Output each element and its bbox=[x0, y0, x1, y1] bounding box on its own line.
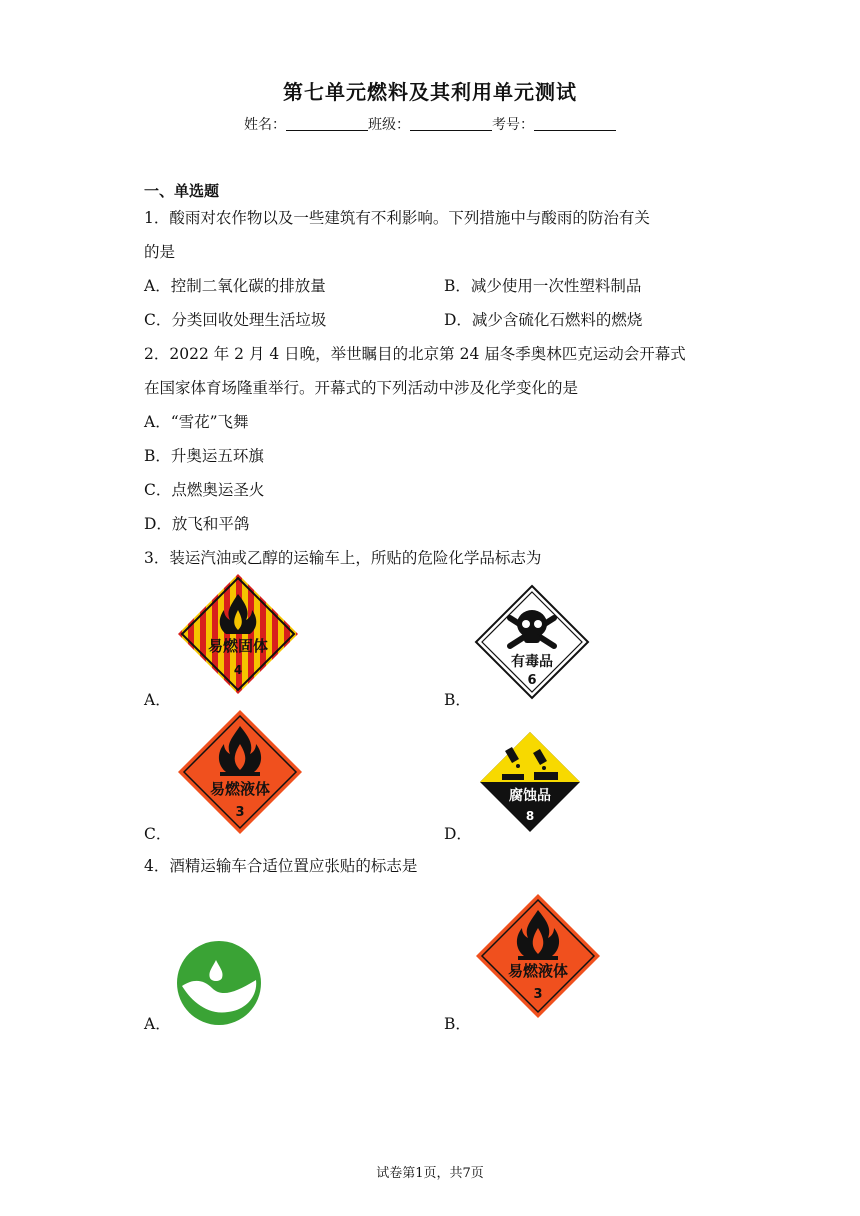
q2-stem-line2: 在国家体育场隆重举行。开幕式的下列活动中涉及化学变化的是 bbox=[144, 379, 579, 397]
q3-option-b: B． bbox=[444, 691, 471, 709]
sign-c-number: 3 bbox=[235, 805, 245, 820]
water-saving-logo bbox=[176, 940, 262, 1026]
q4-stem: 4．酒精运输车合适位置应张贴的标志是 bbox=[144, 857, 418, 875]
q1-option-d: D．减少含硫化石燃料的燃烧 bbox=[444, 311, 643, 329]
q2-option-d: D．放飞和平鸽 bbox=[144, 515, 250, 533]
class-label: 班级： bbox=[368, 117, 410, 133]
sign-c-label: 易燃液体 bbox=[209, 780, 271, 798]
q3-stem: 3．装运汽油或乙醇的运输车上，所贴的危险化学品标志为 bbox=[144, 549, 542, 567]
name-blank bbox=[286, 116, 368, 131]
q1-stem-line1: 1．酸雨对农作物以及一些建筑有不利影响。下列措施中与酸雨的防治有关 bbox=[144, 209, 650, 227]
q4-flammable-liquid-sign bbox=[474, 892, 602, 1020]
sign-d-number: 8 bbox=[525, 809, 535, 823]
sign-b-label: 有毒品 bbox=[511, 654, 553, 670]
q1-stem-line2: 的是 bbox=[144, 243, 176, 261]
q4-sign-b-number: 3 bbox=[533, 987, 543, 1002]
q3-option-c: C． bbox=[144, 825, 172, 843]
exam-blank bbox=[534, 116, 616, 131]
q4-sign-b-label: 易燃液体 bbox=[507, 962, 569, 980]
class-blank bbox=[410, 116, 492, 131]
exam-label: 考号： bbox=[492, 117, 534, 133]
toxic-sign bbox=[472, 584, 592, 700]
q4-option-b: B． bbox=[444, 1015, 471, 1033]
name-label: 姓名： bbox=[244, 117, 286, 133]
q2-option-b: B．升奥运五环旗 bbox=[144, 447, 264, 465]
q2-option-a: A．“雪花”飞舞 bbox=[144, 413, 249, 431]
q2-stem-line1: 2．2022 年 2 月 4 日晚，举世瞩目的北京第 24 届冬季奥林匹克运动会开幕式 bbox=[144, 345, 686, 363]
q1-option-c: C．分类回收处理生活垃圾 bbox=[144, 311, 327, 329]
section-heading: 一、单选题 bbox=[144, 182, 220, 200]
page-footer: 试卷第1页，共7页 bbox=[376, 1166, 484, 1181]
sign-b-number: 6 bbox=[527, 673, 537, 688]
q3-option-d: D． bbox=[444, 825, 472, 843]
q3-option-a: A． bbox=[144, 691, 171, 709]
q1-option-b: B．减少使用一次性塑料制品 bbox=[444, 277, 642, 295]
sign-a-number: 4 bbox=[233, 663, 243, 677]
sign-d-label: 腐蚀品 bbox=[509, 788, 551, 804]
sign-a-label: 易燃固体 bbox=[207, 637, 269, 655]
q4-option-a: A． bbox=[144, 1015, 171, 1033]
q1-option-a: A．控制二氧化碳的排放量 bbox=[144, 277, 326, 295]
student-info-line bbox=[0, 114, 860, 134]
corrosive-sign bbox=[478, 730, 582, 834]
flammable-solid-sign bbox=[176, 572, 300, 696]
flammable-liquid-sign bbox=[176, 708, 304, 836]
page-title: 第七单元燃料及其利用单元测试 bbox=[283, 80, 577, 104]
q2-option-c: C．点燃奥运圣火 bbox=[144, 481, 265, 499]
